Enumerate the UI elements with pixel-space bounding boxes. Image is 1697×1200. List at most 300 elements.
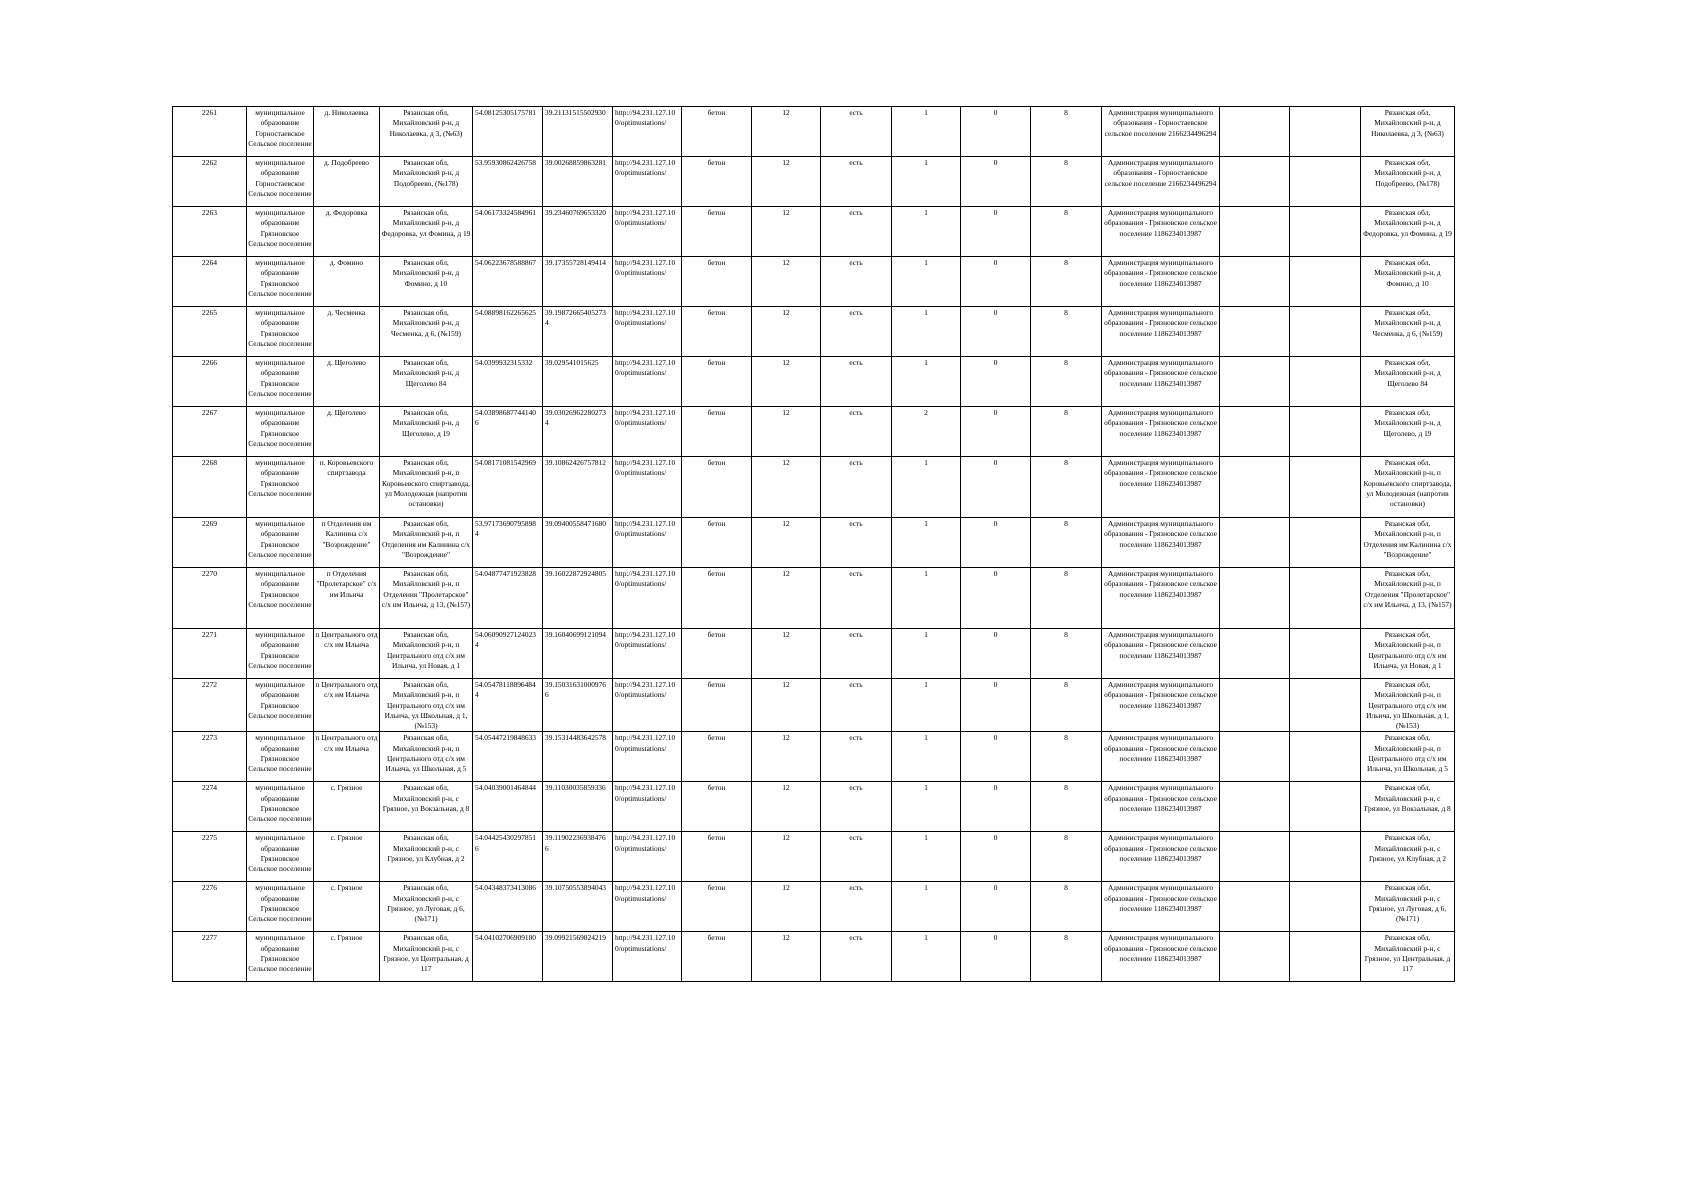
availability-cell: есть [821, 568, 892, 629]
empty-cell [1220, 357, 1290, 407]
count-cell-2: 0 [961, 357, 1031, 407]
count-cell-2: 0 [961, 107, 1031, 157]
empty-cell [1220, 207, 1290, 257]
count-cell-1: 1 [892, 832, 961, 882]
count-cell-2: 0 [961, 568, 1031, 629]
url-cell: http://94.231.127.10 0/optimustations/ [613, 457, 682, 518]
count-cell-1: 1 [892, 932, 961, 982]
latitude-cell: 54.03898687744140 6 [473, 407, 543, 457]
row-number: 2261 [173, 107, 247, 157]
address-duplicate-cell: Рязанская обл, Михайловский р-н, п Отделения "Пролетарское" с/х им Ильича, д 13, (№157) [1361, 568, 1455, 629]
count-cell-2: 0 [961, 832, 1031, 882]
owner-cell: Администрация муниципального образования - Грязновское сельское поселение 1186234013987 [1102, 518, 1220, 568]
address-cell: Рязанская обл, Михайловский р-н, д Щеголево 84 [380, 357, 473, 407]
table-row [173, 207, 1455, 257]
url-cell: http://94.231.127.10 0/optimustations/ [613, 932, 682, 982]
count-cell-2: 0 [961, 457, 1031, 518]
table-body [173, 107, 1455, 982]
material-cell: бетон [682, 457, 752, 518]
address-duplicate-cell: Рязанская обл, Михайловский р-н, д Фомино, д 10 [1361, 257, 1455, 307]
address-cell: Рязанская обл, Михайловский р-н, п Отделения "Пролетарское" с/х им Ильича, д 13, (№157) [380, 568, 473, 629]
longitude-cell: 39.16022872924805 [543, 568, 613, 629]
empty-cell [1290, 157, 1361, 207]
count-cell-3: 8 [1031, 207, 1102, 257]
row-number: 2269 [173, 518, 247, 568]
material-cell: бетон [682, 832, 752, 882]
count-cell-1: 1 [892, 457, 961, 518]
availability-cell: есть [821, 207, 892, 257]
table-row [173, 932, 1455, 982]
url-cell: http://94.231.127.10 0/optimustations/ [613, 629, 682, 679]
municipality-cell: муниципальное образование Грязновское Сельское поселение [247, 407, 314, 457]
material-cell: бетон [682, 882, 752, 932]
count-cell-1: 1 [892, 107, 961, 157]
latitude-cell: 53.95930862426758 [473, 157, 543, 207]
table-row [173, 407, 1455, 457]
row-number: 2267 [173, 407, 247, 457]
availability-cell: есть [821, 932, 892, 982]
material-cell: бетон [682, 629, 752, 679]
availability-cell: есть [821, 882, 892, 932]
row-number: 2272 [173, 679, 247, 732]
capacity-cell: 12 [752, 732, 821, 782]
longitude-cell: 39.00268859863281 [543, 157, 613, 207]
empty-cell [1220, 257, 1290, 307]
address-cell: Рязанская обл, Михайловский р-н, с Грязное, ул Центральная, д 117 [380, 932, 473, 982]
empty-cell [1220, 568, 1290, 629]
count-cell-3: 8 [1031, 782, 1102, 832]
longitude-cell: 39.10862426757812 [543, 457, 613, 518]
count-cell-3: 8 [1031, 257, 1102, 307]
capacity-cell: 12 [752, 257, 821, 307]
municipality-cell: муниципальное образование Грязновское Сельское поселение [247, 307, 314, 357]
count-cell-1: 1 [892, 882, 961, 932]
url-cell: http://94.231.127.10 0/optimustations/ [613, 257, 682, 307]
empty-cell [1220, 679, 1290, 732]
count-cell-3: 8 [1031, 629, 1102, 679]
table-row [173, 782, 1455, 832]
count-cell-2: 0 [961, 307, 1031, 357]
row-number: 2265 [173, 307, 247, 357]
owner-cell: Администрация муниципального образования - Грязновское сельское поселение 1186234013987 [1102, 629, 1220, 679]
material-cell: бетон [682, 307, 752, 357]
municipality-cell: муниципальное образование Горностаевское Сельское поселение [247, 107, 314, 157]
empty-cell [1290, 782, 1361, 832]
capacity-cell: 12 [752, 568, 821, 629]
count-cell-3: 8 [1031, 932, 1102, 982]
availability-cell: есть [821, 832, 892, 882]
row-number: 2271 [173, 629, 247, 679]
availability-cell: есть [821, 107, 892, 157]
capacity-cell: 12 [752, 457, 821, 518]
settlement-cell: с. Грязное [314, 882, 380, 932]
address-duplicate-cell: Рязанская обл, Михайловский р-н, п Центрального отд с/х им Ильича, ул Новая, д 1 [1361, 629, 1455, 679]
row-number: 2270 [173, 568, 247, 629]
table-row [173, 629, 1455, 679]
url-cell: http://94.231.127.10 0/optimustations/ [613, 568, 682, 629]
municipality-cell: муниципальное образование Грязновское Сельское поселение [247, 207, 314, 257]
owner-cell: Администрация муниципального образования - Грязновское сельское поселение 1186234013987 [1102, 257, 1220, 307]
municipality-cell: муниципальное образование Грязновское Сельское поселение [247, 629, 314, 679]
address-cell: Рязанская обл, Михайловский р-н, п Отделения им Калинина с/х "Возрождение" [380, 518, 473, 568]
material-cell: бетон [682, 107, 752, 157]
settlement-cell: д. Подобреево [314, 157, 380, 207]
empty-cell [1220, 832, 1290, 882]
availability-cell: есть [821, 782, 892, 832]
address-cell: Рязанская обл, Михайловский р-н, п Коровьевского спиртзавода, ул Молодежная (напротив остановки) [380, 457, 473, 518]
availability-cell: есть [821, 407, 892, 457]
settlement-cell: с. Грязное [314, 782, 380, 832]
empty-cell [1220, 629, 1290, 679]
availability-cell: есть [821, 257, 892, 307]
empty-cell [1290, 629, 1361, 679]
material-cell: бетон [682, 157, 752, 207]
longitude-cell: 39.10750553894043 [543, 882, 613, 932]
material-cell: бетон [682, 357, 752, 407]
address-duplicate-cell: Рязанская обл, Михайловский р-н, с Грязное, ул Клубная, д 2 [1361, 832, 1455, 882]
count-cell-1: 1 [892, 207, 961, 257]
count-cell-1: 1 [892, 629, 961, 679]
owner-cell: Администрация муниципального образования - Грязновское сельское поселение 1186234013987 [1102, 307, 1220, 357]
latitude-cell: 54.08171081542969 [473, 457, 543, 518]
empty-cell [1220, 782, 1290, 832]
empty-cell [1220, 407, 1290, 457]
address-cell: Рязанская обл, Михайловский р-н, д Николаевка, д 3, (№63) [380, 107, 473, 157]
address-duplicate-cell: Рязанская обл, Михайловский р-н, с Грязное, ул Луговая, д 6, (№171) [1361, 882, 1455, 932]
count-cell-2: 0 [961, 782, 1031, 832]
row-number: 2274 [173, 782, 247, 832]
capacity-cell: 12 [752, 832, 821, 882]
material-cell: бетон [682, 407, 752, 457]
count-cell-3: 8 [1031, 732, 1102, 782]
url-cell: http://94.231.127.10 0/optimustations/ [613, 307, 682, 357]
count-cell-2: 0 [961, 157, 1031, 207]
settlement-cell: п Центрального отд с/х им Ильича [314, 629, 380, 679]
address-duplicate-cell: Рязанская обл, Михайловский р-н, д Чесменка, д 6, (№159) [1361, 307, 1455, 357]
municipality-cell: муниципальное образование Грязновское Сельское поселение [247, 782, 314, 832]
address-cell: Рязанская обл, Михайловский р-н, п Центрального отд с/х им Ильича, ул Школьная, д 1, (№153) [380, 679, 473, 732]
material-cell: бетон [682, 732, 752, 782]
capacity-cell: 12 [752, 518, 821, 568]
table-row [173, 882, 1455, 932]
owner-cell: Администрация муниципального образования - Грязновское сельское поселение 1186234013987 [1102, 357, 1220, 407]
empty-cell [1220, 157, 1290, 207]
count-cell-2: 0 [961, 932, 1031, 982]
url-cell: http://94.231.127.10 0/optimustations/ [613, 882, 682, 932]
count-cell-3: 8 [1031, 679, 1102, 732]
address-cell: Рязанская обл, Михайловский р-н, с Грязное, ул Вокзальная, д 8 [380, 782, 473, 832]
owner-cell: Администрация муниципального образования - Грязновское сельское поселение 1186234013987 [1102, 782, 1220, 832]
address-duplicate-cell: Рязанская обл, Михайловский р-н, д Николаевка, д 3, (№63) [1361, 107, 1455, 157]
material-cell: бетон [682, 207, 752, 257]
count-cell-1: 1 [892, 307, 961, 357]
address-cell: Рязанская обл, Михайловский р-н, д Чесменка, д 6, (№159) [380, 307, 473, 357]
latitude-cell: 54.04102706909180 [473, 932, 543, 982]
availability-cell: есть [821, 629, 892, 679]
url-cell: http://94.231.127.10 0/optimustations/ [613, 732, 682, 782]
address-duplicate-cell: Рязанская обл, Михайловский р-н, д Щеголево 84 [1361, 357, 1455, 407]
count-cell-3: 8 [1031, 307, 1102, 357]
count-cell-2: 0 [961, 207, 1031, 257]
address-duplicate-cell: Рязанская обл, Михайловский р-н, п Коровьевского спиртзавода, ул Молодежная (напротив остановки) [1361, 457, 1455, 518]
table-row [173, 107, 1455, 157]
longitude-cell: 39.11030035859336 [543, 782, 613, 832]
url-cell: http://94.231.127.10 0/optimustations/ [613, 832, 682, 882]
count-cell-2: 0 [961, 407, 1031, 457]
url-cell: http://94.231.127.10 0/optimustations/ [613, 518, 682, 568]
empty-cell [1220, 882, 1290, 932]
address-duplicate-cell: Рязанская обл, Михайловский р-н, д Подобреево, (№178) [1361, 157, 1455, 207]
material-cell: бетон [682, 679, 752, 732]
latitude-cell: 54.05447219848633 [473, 732, 543, 782]
address-duplicate-cell: Рязанская обл, Михайловский р-н, д Щеголево, д 19 [1361, 407, 1455, 457]
capacity-cell: 12 [752, 782, 821, 832]
capacity-cell: 12 [752, 629, 821, 679]
row-number: 2273 [173, 732, 247, 782]
count-cell-2: 0 [961, 732, 1031, 782]
table-row [173, 357, 1455, 407]
count-cell-3: 8 [1031, 882, 1102, 932]
address-cell: Рязанская обл, Михайловский р-н, п Центрального отд с/х им Ильича, ул Школьная, д 5 [380, 732, 473, 782]
address-duplicate-cell: Рязанская обл, Михайловский р-н, с Грязное, ул Центральная, д 117 [1361, 932, 1455, 982]
count-cell-1: 1 [892, 357, 961, 407]
settlement-cell: п. Коровьевского спиртзавода [314, 457, 380, 518]
settlement-cell: д. Фомино [314, 257, 380, 307]
latitude-cell: 54.0399932315332 [473, 357, 543, 407]
municipality-cell: муниципальное образование Горностаевское Сельское поселение [247, 157, 314, 207]
table-row [173, 832, 1455, 882]
empty-cell [1290, 832, 1361, 882]
capacity-cell: 12 [752, 307, 821, 357]
address-cell: Рязанская обл, Михайловский р-н, д Федоровка, ул Фомина, д 19 [380, 207, 473, 257]
owner-cell: Администрация муниципального образования - Грязновское сельское поселение 1186234013987 [1102, 882, 1220, 932]
url-cell: http://94.231.127.10 0/optimustations/ [613, 207, 682, 257]
longitude-cell: 39.19872665405273 4 [543, 307, 613, 357]
availability-cell: есть [821, 457, 892, 518]
municipality-cell: муниципальное образование Грязновское Сельское поселение [247, 257, 314, 307]
longitude-cell: 39.09921569824219 [543, 932, 613, 982]
settlement-cell: с. Грязное [314, 832, 380, 882]
address-duplicate-cell: Рязанская обл, Михайловский р-н, п Центрального отд с/х им Ильича, ул Школьная, д 5 [1361, 732, 1455, 782]
latitude-cell: 54.06090927124023 4 [473, 629, 543, 679]
owner-cell: Администрация муниципального образования - Грязновское сельское поселение 1186234013987 [1102, 457, 1220, 518]
capacity-cell: 12 [752, 357, 821, 407]
municipality-cell: муниципальное образование Грязновское Сельское поселение [247, 679, 314, 732]
capacity-cell: 12 [752, 207, 821, 257]
count-cell-3: 8 [1031, 568, 1102, 629]
settlement-cell: п Отделения им Калинина с/х "Возрождение" [314, 518, 380, 568]
municipality-cell: муниципальное образование Грязновское Сельское поселение [247, 518, 314, 568]
empty-cell [1290, 679, 1361, 732]
longitude-cell: 39.029541015625 [543, 357, 613, 407]
settlement-cell: д. Щеголево [314, 407, 380, 457]
address-duplicate-cell: Рязанская обл, Михайловский р-н, п Центрального отд с/х им Ильича, ул Школьная, д 1, (№153) [1361, 679, 1455, 732]
longitude-cell: 39.03026962280273 4 [543, 407, 613, 457]
material-cell: бетон [682, 782, 752, 832]
count-cell-2: 0 [961, 629, 1031, 679]
settlement-cell: д. Чесменка [314, 307, 380, 357]
capacity-cell: 12 [752, 407, 821, 457]
table-row [173, 157, 1455, 207]
owner-cell: Администрация муниципального образования - Горностаевское сельское поселение 2166234496294 [1102, 107, 1220, 157]
capacity-cell: 12 [752, 157, 821, 207]
empty-cell [1290, 457, 1361, 518]
table-row [173, 257, 1455, 307]
url-cell: http://94.231.127.10 0/optimustations/ [613, 407, 682, 457]
count-cell-3: 8 [1031, 157, 1102, 207]
settlement-cell: п Отделения "Пролетарское" с/х им Ильича [314, 568, 380, 629]
settlement-cell: д. Щеголево [314, 357, 380, 407]
settlement-cell: д. Федоровка [314, 207, 380, 257]
owner-cell: Администрация муниципального образования - Грязновское сельское поселение 1186234013987 [1102, 932, 1220, 982]
longitude-cell: 39.15031631000976 6 [543, 679, 613, 732]
owner-cell: Администрация муниципального образования - Грязновское сельское поселение 1186234013987 [1102, 568, 1220, 629]
availability-cell: есть [821, 157, 892, 207]
address-cell: Рязанская обл, Михайловский р-н, д Щеголево, д 19 [380, 407, 473, 457]
count-cell-1: 1 [892, 732, 961, 782]
availability-cell: есть [821, 307, 892, 357]
empty-cell [1290, 107, 1361, 157]
row-number: 2264 [173, 257, 247, 307]
empty-cell [1290, 257, 1361, 307]
row-number: 2263 [173, 207, 247, 257]
municipality-cell: муниципальное образование Грязновское Сельское поселение [247, 357, 314, 407]
table-row [173, 732, 1455, 782]
count-cell-3: 8 [1031, 407, 1102, 457]
empty-cell [1290, 568, 1361, 629]
municipality-cell: муниципальное образование Грязновское Сельское поселение [247, 568, 314, 629]
address-cell: Рязанская обл, Михайловский р-н, д Подобреево, (№178) [380, 157, 473, 207]
count-cell-1: 2 [892, 407, 961, 457]
latitude-cell: 53.97173690795898 4 [473, 518, 543, 568]
empty-cell [1290, 207, 1361, 257]
owner-cell: Администрация муниципального образования - Грязновское сельское поселение 1186234013987 [1102, 732, 1220, 782]
capacity-cell: 12 [752, 679, 821, 732]
count-cell-2: 0 [961, 257, 1031, 307]
row-number: 2262 [173, 157, 247, 207]
empty-cell [1220, 732, 1290, 782]
count-cell-3: 8 [1031, 357, 1102, 407]
address-duplicate-cell: Рязанская обл, Михайловский р-н, д Федоровка, ул Фомина, д 19 [1361, 207, 1455, 257]
latitude-cell: 54.04348373413086 [473, 882, 543, 932]
row-number: 2266 [173, 357, 247, 407]
empty-cell [1220, 307, 1290, 357]
address-duplicate-cell: Рязанская обл, Михайловский р-н, с Грязное, ул Вокзальная, д 8 [1361, 782, 1455, 832]
address-cell: Рязанская обл, Михайловский р-н, д Фомино, д 10 [380, 257, 473, 307]
settlement-cell: д. Николаевка [314, 107, 380, 157]
empty-cell [1220, 932, 1290, 982]
latitude-cell: 54.08898162265625 [473, 307, 543, 357]
table-row [173, 568, 1455, 629]
latitude-cell: 54.05478118896484 4 [473, 679, 543, 732]
table-row [173, 457, 1455, 518]
owner-cell: Администрация муниципального образования - Грязновское сельское поселение 1186234013987 [1102, 407, 1220, 457]
count-cell-3: 8 [1031, 107, 1102, 157]
owner-cell: Администрация муниципального образования - Горностаевское сельское поселение 2166234496294 [1102, 157, 1220, 207]
longitude-cell: 39.15314483642578 [543, 732, 613, 782]
material-cell: бетон [682, 518, 752, 568]
count-cell-2: 0 [961, 679, 1031, 732]
latitude-cell: 54.06173324584961 [473, 207, 543, 257]
count-cell-1: 1 [892, 518, 961, 568]
table-row [173, 518, 1455, 568]
table-row [173, 307, 1455, 357]
municipality-cell: муниципальное образование Грязновское Сельское поселение [247, 882, 314, 932]
count-cell-1: 1 [892, 782, 961, 832]
availability-cell: есть [821, 679, 892, 732]
url-cell: http://94.231.127.10 0/optimustations/ [613, 157, 682, 207]
longitude-cell: 39.17355728149414 [543, 257, 613, 307]
latitude-cell: 54.06223678588867 [473, 257, 543, 307]
municipality-cell: муниципальное образование Грязновское Сельское поселение [247, 457, 314, 518]
latitude-cell: 54.04877471923828 [473, 568, 543, 629]
settlement-cell: п Центрального отд с/х им Ильича [314, 679, 380, 732]
row-number: 2277 [173, 932, 247, 982]
settlement-cell: с. Грязное [314, 932, 380, 982]
count-cell-3: 8 [1031, 518, 1102, 568]
count-cell-3: 8 [1031, 457, 1102, 518]
address-cell: Рязанская обл, Михайловский р-н, п Центрального отд с/х им Ильича, ул Новая, д 1 [380, 629, 473, 679]
address-cell: Рязанская обл, Михайловский р-н, с Грязное, ул Клубная, д 2 [380, 832, 473, 882]
empty-cell [1220, 107, 1290, 157]
longitude-cell: 39.21131515502930 [543, 107, 613, 157]
availability-cell: есть [821, 357, 892, 407]
url-cell: http://94.231.127.10 0/optimustations/ [613, 107, 682, 157]
count-cell-1: 1 [892, 257, 961, 307]
url-cell: http://94.231.127.10 0/optimustations/ [613, 357, 682, 407]
municipality-cell: муниципальное образование Грязновское Сельское поселение [247, 732, 314, 782]
empty-cell [1290, 518, 1361, 568]
owner-cell: Администрация муниципального образования - Грязновское сельское поселение 1186234013987 [1102, 832, 1220, 882]
owner-cell: Администрация муниципального образования - Грязновское сельское поселение 1186234013987 [1102, 679, 1220, 732]
municipality-cell: муниципальное образование Грязновское Сельское поселение [247, 932, 314, 982]
longitude-cell: 39.09400558471680 [543, 518, 613, 568]
table-row [173, 679, 1455, 732]
material-cell: бетон [682, 932, 752, 982]
longitude-cell: 39.16040699121094 [543, 629, 613, 679]
longitude-cell: 39.11902236938476 6 [543, 832, 613, 882]
latitude-cell: 54.04425430297851 6 [473, 832, 543, 882]
material-cell: бетон [682, 257, 752, 307]
capacity-cell: 12 [752, 107, 821, 157]
url-cell: http://94.231.127.10 0/optimustations/ [613, 782, 682, 832]
count-cell-1: 1 [892, 679, 961, 732]
empty-cell [1290, 307, 1361, 357]
owner-cell: Администрация муниципального образования - Грязновское сельское поселение 1186234013987 [1102, 207, 1220, 257]
row-number: 2276 [173, 882, 247, 932]
count-cell-2: 0 [961, 882, 1031, 932]
empty-cell [1290, 407, 1361, 457]
capacity-cell: 12 [752, 882, 821, 932]
row-number: 2275 [173, 832, 247, 882]
availability-cell: есть [821, 732, 892, 782]
availability-cell: есть [821, 518, 892, 568]
empty-cell [1290, 932, 1361, 982]
municipality-cell: муниципальное образование Грязновское Сельское поселение [247, 832, 314, 882]
row-number: 2268 [173, 457, 247, 518]
count-cell-3: 8 [1031, 832, 1102, 882]
empty-cell [1290, 732, 1361, 782]
empty-cell [1220, 457, 1290, 518]
longitude-cell: 39.23460769653320 [543, 207, 613, 257]
address-duplicate-cell: Рязанская обл, Михайловский р-н, п Отделения им Калинина с/х "Возрождение" [1361, 518, 1455, 568]
capacity-cell: 12 [752, 932, 821, 982]
material-cell: бетон [682, 568, 752, 629]
latitude-cell: 54.04039001464844 [473, 782, 543, 832]
count-cell-1: 1 [892, 157, 961, 207]
empty-cell [1290, 357, 1361, 407]
address-cell: Рязанская обл, Михайловский р-н, с Грязное, ул Луговая, д 6, (№171) [380, 882, 473, 932]
